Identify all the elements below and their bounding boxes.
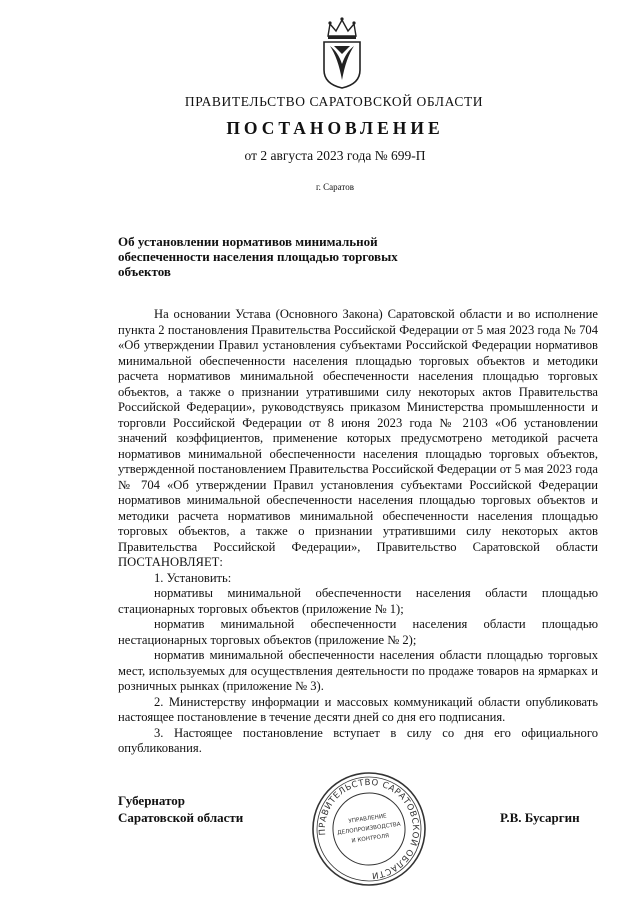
document-subject: Об установлении нормативов минимальной обеспеченности населения площадью торговых объектов xyxy=(118,234,398,279)
seal-center-line3: И КОНТРОЛЯ xyxy=(351,833,390,845)
item-1-a: нормативы минимальной обеспеченности населения области площадью стационарных торговых объектов (приложение № 1); xyxy=(118,586,598,616)
preamble-paragraph: На основании Устава (Основного Закона) Саратовской области и во исполнение пункта 2 постановления Правительства Российской Федерации от 5 мая 2023 года № 704 «Об утверждении Правил установления субъектами Российской Федерации нормативов минимальной обеспеченности населения площадью торговых объектов и методики расчета нормативов минимальной обеспеченности населения площадью торговых объектов, а также о признании утратившими силу некоторых актов Правительства Российской Федерации», руководствуясь приказом Министерства промышленности и торговли Российской Федерации от 8 июня 2023 года № 2103 «Об установлении значений коэффициентов, применение которых предусмотрено методикой расчета нормативов минимальной обеспеченности населения площадью торговых объектов, утвержденной постановлением Правительства Российской Федерации от 5 мая 2023 года № 704 «Об утверждении Правил установления субъектами Российской Федерации нормативов минимальной обеспеченности населения площадью торговых объектов и методики расчета нормативов минимальной обеспеченности населения площадью торговых объектов, а также о признании утратившими силу некоторых актов Правительства Российской Федерации», Правительство Саратовской области ПОСТАНОВЛЯЕТ: xyxy=(118,307,598,569)
item-3: 3. Настоящее постановление вступает в силу со дня его официального опубликования. xyxy=(118,725,598,755)
document-city: г. Саратов xyxy=(316,182,354,192)
item-2: 2. Министерству информации и массовых коммуникаций области опубликовать настоящее постановление в течение десяти дней со дня его подписания. xyxy=(118,694,598,724)
seal-center-line1: УПРАВЛЕНИЕ xyxy=(348,813,388,825)
document-date-number: от 2 августа 2023 года № 699-П xyxy=(244,148,426,163)
signatory-position-line1: Губернатор xyxy=(118,793,186,808)
item-1-c: норматив минимальной обеспеченности населения области площадью торговых мест, используемых для осуществления деятельности по продаже товаров на ярмарках и розничных рынках (приложение № 3). xyxy=(118,648,598,693)
saratov-coat-of-arms-icon xyxy=(320,14,364,90)
document-type: ПОСТАНОВЛЕНИЕ xyxy=(226,118,444,138)
signatory-name: Р.В. Бусаргин xyxy=(500,810,580,825)
seal-center-line2: ДЕЛОПРОИЗВОДСТВА xyxy=(336,821,402,837)
government-name: ПРАВИТЕЛЬСТВО САРАТОВСКОЙ ОБЛАСТИ xyxy=(184,94,484,109)
seal-ring-text: ПРАВИТЕЛЬСТВО САРАТОВСКОЙ ОБЛАСТИ xyxy=(317,777,421,881)
document-body xyxy=(118,307,598,757)
official-round-seal-icon xyxy=(310,770,428,888)
signatory-position-line2: Саратовской области xyxy=(118,810,244,825)
item-1-b: норматив минимальной обеспеченности населения области площадью нестационарных торговых объектов (приложение № 2); xyxy=(118,617,598,647)
item-1: 1. Установить: xyxy=(154,570,232,585)
